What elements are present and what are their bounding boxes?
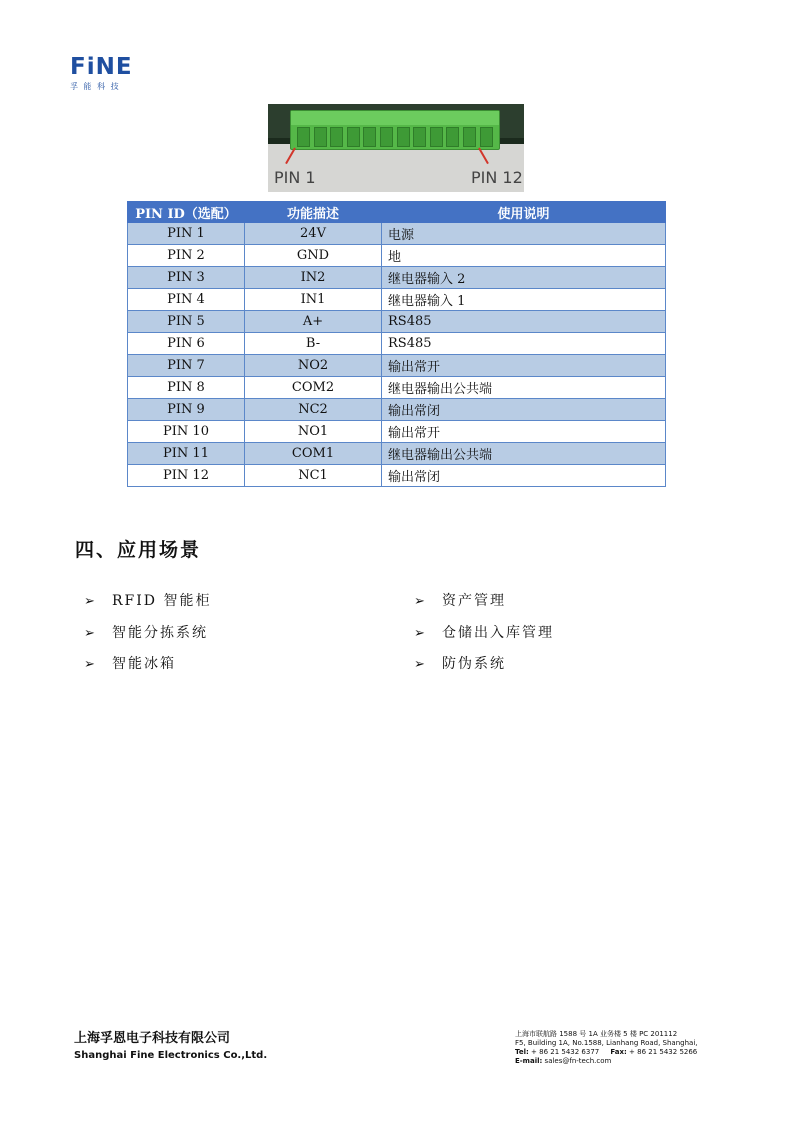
tel-value: + 86 21 5432 6377	[531, 1048, 600, 1056]
connector-top	[291, 111, 499, 125]
fax-value: + 86 21 5432 5266	[629, 1048, 698, 1056]
connector-pin	[446, 127, 459, 147]
email-line	[515, 1057, 755, 1066]
arrow-bullet-icon: ➢	[84, 626, 97, 641]
cell-pin-id: PIN 7	[128, 355, 245, 377]
list-item-label: 智能分拣系统	[112, 625, 208, 641]
table-row	[128, 421, 666, 443]
cell-pin-id: PIN 11	[128, 443, 245, 465]
contact-line	[515, 1048, 755, 1057]
cell-function: IN2	[245, 267, 382, 289]
cell-usage: RS485	[382, 333, 666, 355]
table-row	[128, 333, 666, 355]
table-row	[128, 443, 666, 465]
cell-function: NO2	[245, 355, 382, 377]
table-row	[128, 377, 666, 399]
cell-usage: 地	[382, 245, 666, 267]
cell-function: COM1	[245, 443, 382, 465]
arrow-bullet-icon: ➢	[84, 594, 97, 609]
connector-pin	[413, 127, 426, 147]
cell-usage: RS485	[382, 311, 666, 333]
footer-company-cn: 上海孚恩电子科技有限公司	[74, 1031, 231, 1046]
cell-usage: 输出常开	[382, 421, 666, 443]
pin1-label: PIN 1	[274, 168, 316, 187]
cell-pin-id: PIN 10	[128, 421, 245, 443]
connector-pin	[363, 127, 376, 147]
address-cn: 上海市联航路 1588 号 1A 业务楼 5 楼 PC 201112	[515, 1030, 678, 1038]
table-row	[128, 289, 666, 311]
connector-pin	[397, 127, 410, 147]
table-row	[128, 267, 666, 289]
connector-pin	[380, 127, 393, 147]
arrow-bullet-icon: ➢	[414, 626, 427, 641]
connector-pin	[330, 127, 343, 147]
cell-function: NC1	[245, 465, 382, 487]
footer-address	[515, 1030, 755, 1066]
logo-wordmark: FiNE	[70, 54, 133, 80]
arrow-bullet-icon: ➢	[414, 594, 427, 609]
table-row	[128, 245, 666, 267]
cell-function: NC2	[245, 399, 382, 421]
cell-pin-id: PIN 6	[128, 333, 245, 355]
cell-function: GND	[245, 245, 382, 267]
arrow-bullet-icon: ➢	[84, 657, 97, 672]
cell-usage: 输出常闭	[382, 465, 666, 487]
cell-usage: 继电器输入 1	[382, 289, 666, 311]
list-item	[414, 622, 554, 642]
cell-usage: 输出常开	[382, 355, 666, 377]
list-item	[84, 653, 176, 673]
list-item	[84, 590, 211, 610]
list-item	[414, 653, 506, 673]
connector-pin	[347, 127, 360, 147]
tel-label: Tel:	[515, 1048, 529, 1056]
connector-photo	[268, 104, 524, 192]
cell-pin-id: PIN 5	[128, 311, 245, 333]
cell-pin-id: PIN 12	[128, 465, 245, 487]
table-row	[128, 399, 666, 421]
email-value[interactable]: sales@fn-tech.com	[544, 1057, 612, 1065]
email-label: E-mail:	[515, 1057, 543, 1065]
list-item	[414, 590, 506, 610]
cell-usage: 继电器输入 2	[382, 267, 666, 289]
company-logo	[70, 55, 134, 93]
cell-usage: 继电器输出公共端	[382, 377, 666, 399]
cell-usage: 继电器输出公共端	[382, 443, 666, 465]
logo-subtitle: 孚 能 科 技	[70, 82, 121, 91]
table-row	[128, 465, 666, 487]
fax-label: Fax:	[610, 1048, 627, 1056]
arrow-pin1-icon	[285, 148, 296, 165]
cell-usage: 电源	[382, 223, 666, 245]
header-usage: 使用说明	[382, 202, 666, 223]
list-item-label: 防伪系统	[442, 656, 506, 672]
cell-function: IN1	[245, 289, 382, 311]
cell-pin-id: PIN 1	[128, 223, 245, 245]
table-row	[128, 223, 666, 245]
cell-pin-id: PIN 2	[128, 245, 245, 267]
arrow-bullet-icon: ➢	[414, 657, 427, 672]
table-header-row	[128, 202, 666, 223]
cell-pin-id: PIN 3	[128, 267, 245, 289]
cell-function: NO1	[245, 421, 382, 443]
cell-usage: 输出常闭	[382, 399, 666, 421]
table-row	[128, 311, 666, 333]
table-row	[128, 355, 666, 377]
connector-pin	[463, 127, 476, 147]
cell-pin-id: PIN 9	[128, 399, 245, 421]
cell-function: 24V	[245, 223, 382, 245]
cell-function: B-	[245, 333, 382, 355]
footer-company-en: Shanghai Fine Electronics Co.,Ltd.	[74, 1050, 268, 1061]
pin12-label: PIN 12	[471, 168, 523, 187]
connector-pin	[297, 127, 310, 147]
list-item	[84, 622, 208, 642]
list-item-label: 智能冰箱	[112, 656, 176, 672]
header-function: 功能描述	[245, 202, 382, 223]
terminal-connector	[290, 110, 500, 150]
connector-pin	[430, 127, 443, 147]
list-item-label: 资产管理	[442, 593, 506, 609]
connector-pin	[480, 127, 493, 147]
cell-pin-id: PIN 4	[128, 289, 245, 311]
header-pin-id: PIN ID（选配）	[128, 202, 245, 223]
cell-pin-id: PIN 8	[128, 377, 245, 399]
connector-pin	[314, 127, 327, 147]
list-item-label: 仓储出入库管理	[442, 625, 554, 641]
cell-function: A+	[245, 311, 382, 333]
section-title: 四、应用场景	[75, 539, 202, 561]
list-item-label: RFID 智能柜	[112, 593, 212, 609]
cell-function: COM2	[245, 377, 382, 399]
address-en: F5, Building 1A, No.1588, Lianhang Road, Shanghai,	[515, 1039, 698, 1047]
pin-table	[127, 201, 666, 487]
